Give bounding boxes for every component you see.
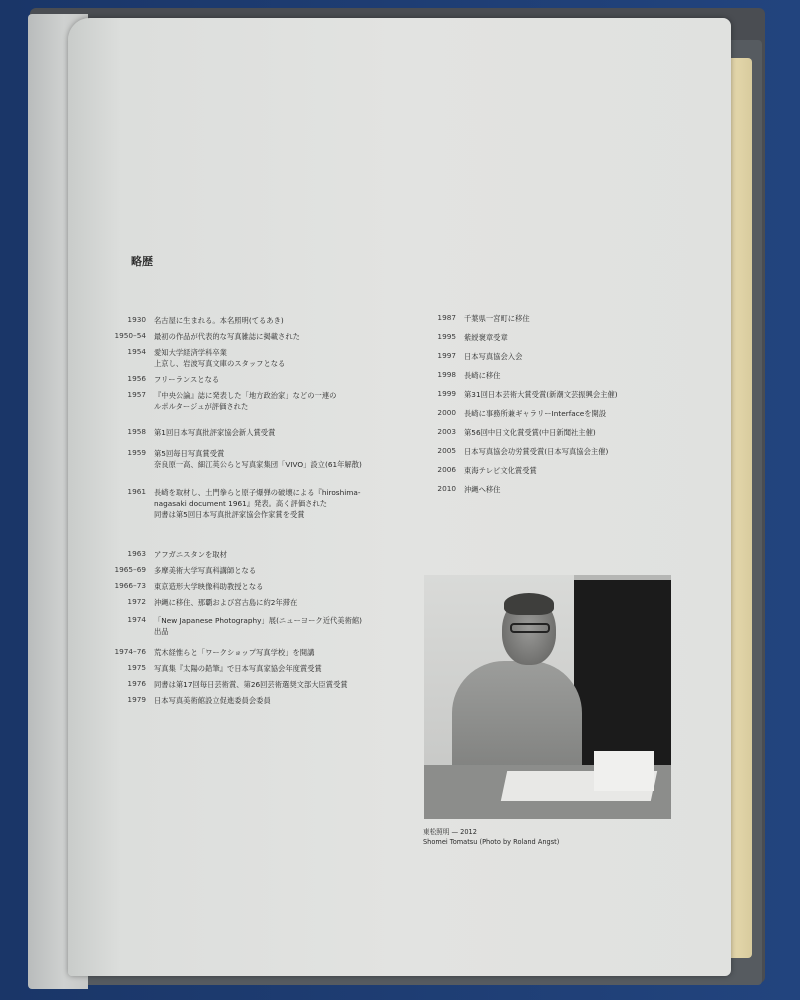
entry-text: 名古屋に生まれる。本名照明(てるあき) — [154, 316, 284, 325]
chronology-entry — [106, 487, 426, 520]
entry-year: 1963 — [127, 549, 146, 558]
entry-text: 多摩美術大学写真科講師となる — [154, 566, 257, 575]
entry-year: 1961 — [127, 487, 146, 496]
entry-year: 1976 — [127, 679, 146, 688]
photo-papers-stack — [594, 751, 654, 791]
chronology-entry — [416, 351, 666, 362]
entry-year: 1959 — [127, 448, 146, 457]
portrait-photo — [424, 575, 671, 819]
entry-year: 1974 — [127, 615, 146, 624]
photo-dark-panel — [574, 580, 671, 780]
left-chronology-column — [106, 315, 426, 706]
entry-text: 第1回日本写真批評家協会新人賞受賞 — [154, 428, 276, 437]
entry-text: 紫綬褒章受章 — [464, 333, 508, 342]
entry-year: 1950–54 — [114, 331, 146, 340]
chronology-entry — [106, 549, 426, 560]
entry-text: 長崎を取材し、土門拳らと原子爆弾の破壊による『hiroshima- nagasaki document 1961』発表。高く評価された 同書は第5回日本写真批評家協会作家賞を受賞 — [154, 488, 361, 519]
entry-year: 2005 — [437, 446, 456, 455]
entry-year: 2006 — [437, 465, 456, 474]
entry-year: 1966–73 — [114, 581, 146, 590]
caption-line-1: 東松照明 — 2012 — [423, 828, 477, 836]
entry-year: 1957 — [127, 390, 146, 399]
entry-text: 愛知大学経済学科卒業 上京し、岩波写真文庫のスタッフとなる — [154, 348, 286, 368]
chronology-entry — [106, 427, 426, 438]
entry-text: 沖縄に移住、那覇および宮古島に約2年滞在 — [154, 598, 298, 607]
entry-year: 1979 — [127, 695, 146, 704]
chronology-entry — [106, 315, 426, 326]
photo-person-glasses — [510, 623, 550, 633]
chronology-entry — [106, 581, 426, 592]
chronology-entry — [106, 390, 426, 412]
photo-person-hair — [504, 593, 554, 615]
page-title: 略歴 — [131, 255, 153, 268]
chronology-entry — [416, 389, 666, 400]
entry-year: 1956 — [127, 374, 146, 383]
entry-year: 1987 — [437, 313, 456, 322]
chronology-entry — [106, 663, 426, 674]
chronology-entry — [416, 408, 666, 419]
chronology-entry — [106, 331, 426, 342]
entry-year: 1930 — [127, 315, 146, 324]
entry-text: 「New Japanese Photography」展(ニューヨーク近代美術館) 出品 — [154, 616, 363, 636]
chronology-entry — [416, 427, 666, 438]
chronology-entry — [106, 597, 426, 608]
entry-year: 1965–69 — [114, 565, 146, 574]
chronology-entry — [106, 347, 426, 369]
chronology-entry — [106, 695, 426, 706]
chronology-entry — [416, 370, 666, 381]
entry-text: 東海テレビ文化賞受賞 — [464, 466, 537, 475]
right-chronology-column — [416, 313, 666, 495]
entry-text: 荒木経惟らと「ワークショップ写真学校」を開講 — [154, 648, 315, 657]
entry-text: 同書は第17回毎日芸術賞、第26回芸術選奨文部大臣賞受賞 — [154, 680, 348, 689]
chronology-entry — [106, 647, 426, 658]
chronology-entry — [416, 446, 666, 457]
entry-text: 東京造形大学映像科助教授となる — [154, 582, 264, 591]
chronology-entry — [106, 565, 426, 576]
entry-text: 第31回日本芸術大賞受賞(新潮文芸振興会主催) — [464, 390, 618, 399]
entry-year: 2003 — [437, 427, 456, 436]
entry-year: 1998 — [437, 370, 456, 379]
entry-text: 長崎に移住 — [464, 371, 501, 380]
chronology-entry — [106, 615, 426, 637]
entry-text: 長崎に事務所兼ギャラリーInterfaceを開設 — [464, 409, 607, 418]
entry-text: 第56回中日文化賞受賞(中日新聞社主催) — [464, 428, 596, 437]
chronology-entry — [416, 313, 666, 324]
entry-text: 日本写真協会功労賞受賞(日本写真協会主催) — [464, 447, 609, 456]
entry-text: フリーランスとなる — [154, 375, 220, 384]
entry-year: 1958 — [127, 427, 146, 436]
entry-text: 日本写真協会入会 — [464, 352, 523, 361]
entry-year: 1975 — [127, 663, 146, 672]
entry-year: 2010 — [437, 484, 456, 493]
entry-text: 第5回毎日写真賞受賞 奈良原一高、細江英公らと写真家集団「VIVO」設立(61年解散) — [154, 449, 362, 469]
chronology-entry — [106, 448, 426, 470]
entry-text: 写真集『太陽の鉛筆』で日本写真家協会年度賞受賞 — [154, 664, 322, 673]
chronology-entry — [106, 679, 426, 690]
chronology-entry — [416, 484, 666, 495]
entry-text: 最初の作品が代表的な写真雑誌に掲載された — [154, 332, 300, 341]
chronology-entry — [416, 465, 666, 476]
chronology-entry — [416, 332, 666, 343]
entry-text: 日本写真美術館設立促進委員会委員 — [154, 696, 271, 705]
entry-year: 1995 — [437, 332, 456, 341]
entry-text: アフガニスタンを取材 — [154, 550, 227, 559]
entry-year: 1954 — [127, 347, 146, 356]
entry-year: 2000 — [437, 408, 456, 417]
entry-year: 1972 — [127, 597, 146, 606]
entry-text: 沖縄へ移住 — [464, 485, 501, 494]
entry-text: 千葉県一宮町に移住 — [464, 314, 530, 323]
entry-text: 『中央公論』誌に発表した「地方政治家」などの一連の ルポルタージュが評価された — [154, 391, 337, 411]
chronology-entry — [106, 374, 426, 385]
entry-year: 1999 — [437, 389, 456, 398]
entry-year: 1974–76 — [114, 647, 146, 656]
caption-line-2: Shomei Tomatsu (Photo by Roland Angst) — [423, 838, 560, 846]
photo-caption — [423, 827, 559, 847]
entry-year: 1997 — [437, 351, 456, 360]
